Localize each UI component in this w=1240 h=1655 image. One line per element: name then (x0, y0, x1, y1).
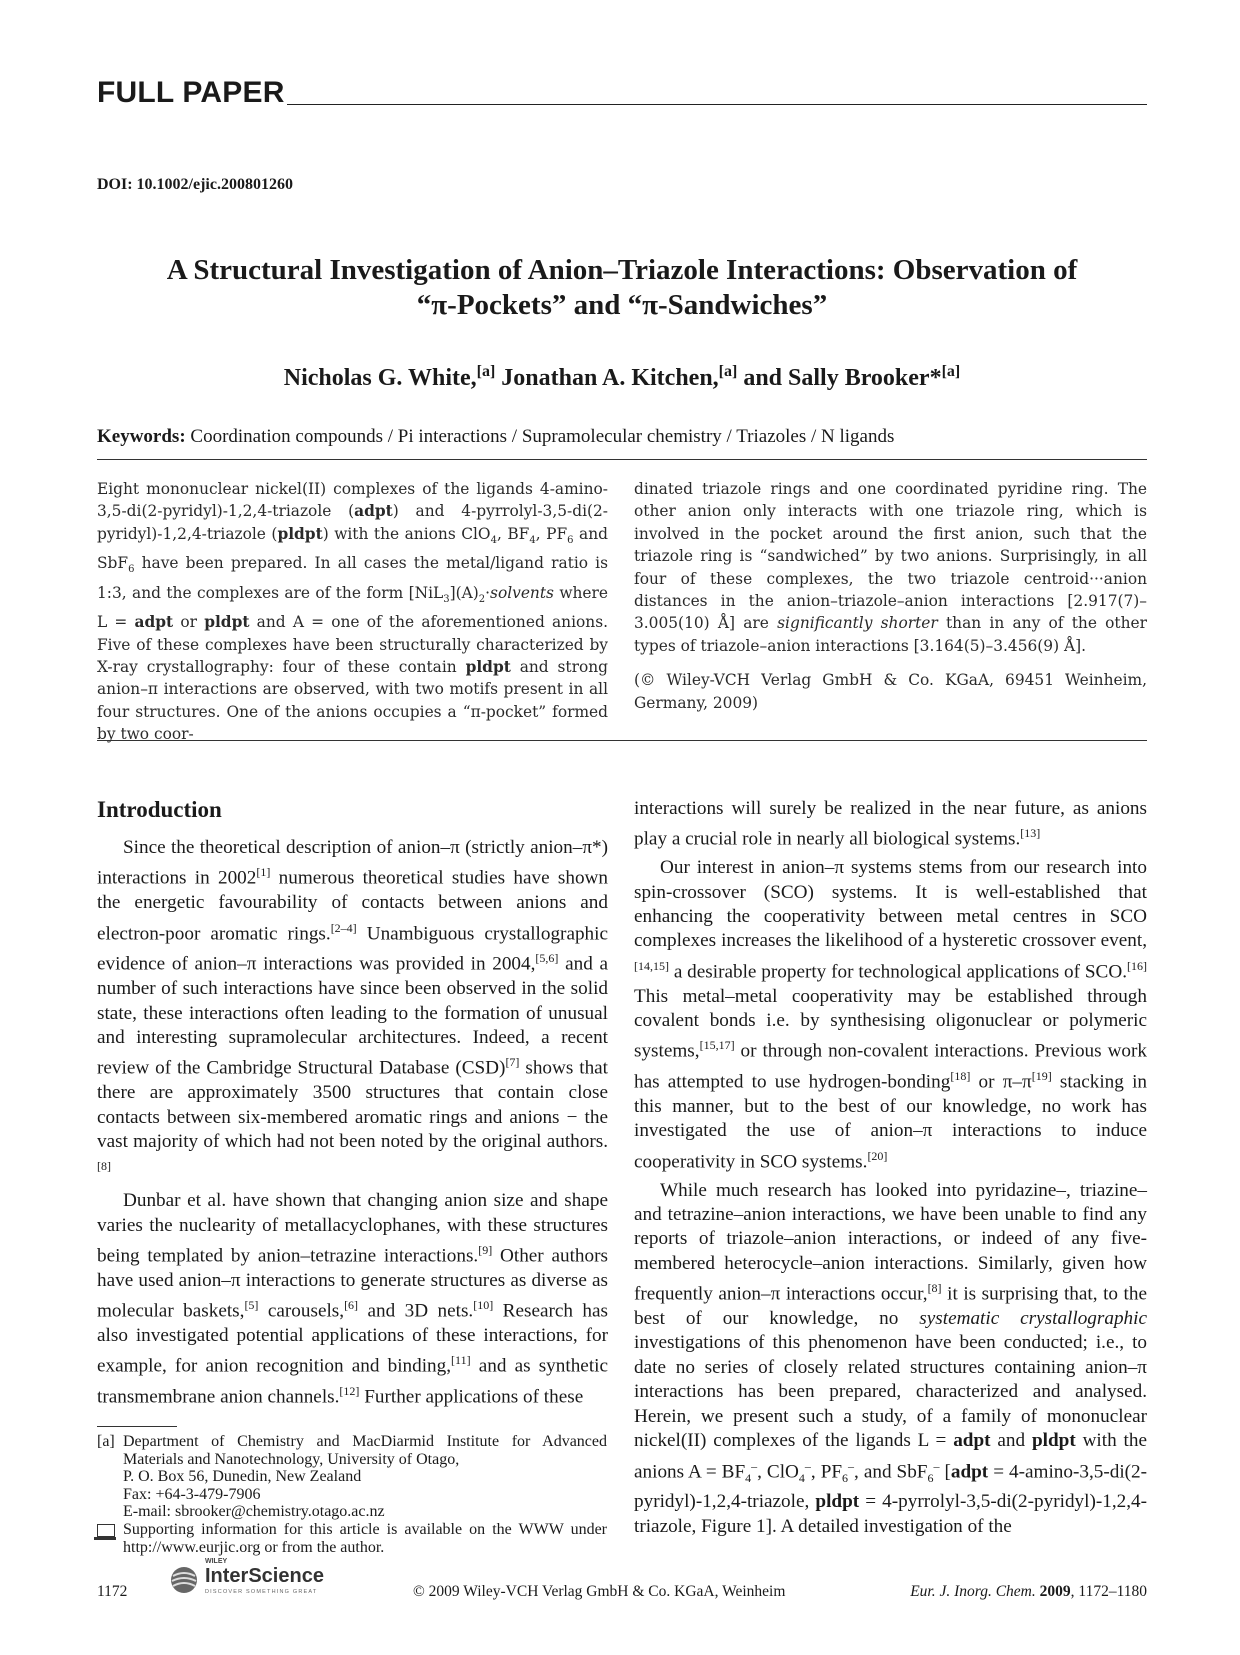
keywords: Keywords: Coordination compounds / Pi interactions / Supramolecular chemistry / Triazoles / N ligands (97, 426, 895, 447)
abstract-left: Eight mononuclear nickel(II) complexes of the ligands 4-amino-3,5-di(2-pyridyl)-1,2,4-triazole (adpt) and 4-pyrrolyl-3,5-di(2-pyridyl)-1,2,4-triazole (pldpt) with the anions ClO$_4$, $BF_4$, $PF_6$ and SbF$_6$ have been prepared. In all cases the metal/ligand ratio is 1:3, and the complexes are of the form $[NiL_3](A)_2\cdot solvents$ where L = adpt or pldpt and A = one of the aforementioned anions. Five of these complexes have been structurally characterized by X-ray crystallography: four of these contain pldpt and strong anion–π interactions are observed, with two motifs present in all four structures. One of the anions occupies a “π-pocket” formed by two coor- (97, 480, 609, 744)
author-list: Nicholas G. White,[a] Jonathan A. Kitchen,[a] and Sally Brooker*[a] (283, 363, 961, 391)
abstract-bottom-rule (97, 740, 1147, 741)
paragraph: Our interest in anion–π systems stems from our research into spin-crossover (SCO) systems. It is well-established that enhancing the cooperativity between metal centres in SCO complexes increases the likelihood of a hysteretic crossover event,[14,15] a desirable property for technological applications of SCO.[16] This metal–metal cooperativity may be established through covalent bonds i.e. by synthesising oligonuclear or polymeric systems,[15,17] or through non-covalent interactions. Previous work has attempted to use hydrogen-bonding[18] or π–π[19] stacking in this manner, but to the best of our knowledge, no work has investigated the use of anion–π interactions to induce cooperativity in SCO systems.[20] (634, 857, 1147, 1173)
wiley-mark: WILEY (205, 1558, 228, 1565)
paragraph: While much research has looked into pyridazine–, triazine– and tetrazine–anion interactions, we have been unable to find any reports of triazole–anion interactions, or indeed of any five-membered heterocycle–anion interactions. Similarly, given how frequently anion–π interactions occur,[8] it is surprising that, to the best of our knowledge, no systematic crystallographic investigations of this phenomenon have been conducted; i.e., to date no series of closely related structures containing anion–π interactions has been prepared, characterized and analysed. Herein, we present such a study, of a family of mononuclear nickel(II) complexes of the ligands L = adpt and pldpt with the anions $A = BF_4^-$, ClO$_4$–, $PF_6^-$, and SbF$_6$– [adpt = 4-amino-3,5-di(2-pyridyl)-1,2,4-triazole, pldpt = 4-pyrrolyl-3,5-di(2-pyridyl)-1,2,4-triazole, Figure 1]. A detailed investigation of the (634, 1179, 1148, 1537)
body-left (97, 836, 608, 1410)
author-brooker: and Sally Brooker* (743, 365, 942, 391)
header-rule (287, 104, 1147, 105)
section-label: FULL PAPER (97, 76, 285, 109)
logo-tagline: DISCOVER SOMETHING GREAT (205, 1589, 318, 1595)
email[interactable]: E-mail: sbrooker@chemistry.otago.ac.nz (123, 1503, 385, 1521)
author-white: Nicholas G. White, (283, 365, 477, 391)
footnote-rule (97, 1426, 177, 1427)
abstract-copyright: (© Wiley-VCH Verlag GmbH & Co. KGaA, 69451 Weinheim, Germany, 2009) (634, 671, 1147, 712)
supporting-info-footnote: Supporting information for this article is available on the WWW under http://www.eurjic.org or from the author. (97, 1521, 607, 1556)
journal-citation: Eur. J. Inorg. Chem. 2009, 1172–1180 (910, 1583, 1147, 1600)
interscience-wordmark: InterScience (205, 1565, 324, 1587)
affiliation-footnote: [a] Department of Chemistry and MacDiarmid Institute for Advanced Materials and Nanotechnology, University of Otago, (97, 1433, 607, 1468)
author-kitchen: Jonathan A. Kitchen, (501, 365, 719, 391)
footer-copyright: © 2009 Wiley-VCH Verlag GmbH & Co. KGaA, Weinheim (413, 1583, 786, 1600)
abstract-top-rule (97, 459, 1147, 460)
article-title: A Structural Investigation of Anion–Triazole Interactions: Observation of “π-Pockets” and “π-Sandwiches” (166, 254, 1078, 321)
doi: DOI: 10.1002/ejic.200801260 (97, 176, 293, 193)
page-number: 1172 (97, 1583, 128, 1600)
globe-icon (169, 1565, 199, 1595)
footnotes: [a] Department of Chemistry and MacDiarmid Institute for Advanced Materials and Nanotechnology, University of Otago, P. O. Box 56, Dunedin, New Zealand Fax: +64-3-479-7906 E-mail: sbrooker@chemistry.otago.ac.nz Supporting information for this article is available on the WWW under http://www.eurjic.org or from the author. (97, 1433, 607, 1556)
interscience-logo (169, 1559, 339, 1599)
computer-icon (97, 1524, 115, 1537)
heading-introduction: Introduction (97, 797, 222, 822)
paragraph: Since the theoretical description of anion–π (strictly anion–π*) interactions in 2002[1] numerous theoretical studies have shown the energetic favourability of contacts between anions and electron-poor aromatic rings.[2–4] Unambiguous crystallographic evidence of anion–π interactions was provided in 2004,[5,6] and a number of such interactions have since been observed in the solid state, these interactions often leading to the formation of unusual and interesting supramolecular architectures. Indeed, a recent review of the Cambridge Structural Database (CSD)[7] shows that there are approximately 3500 structures that contain close contacts between six-membered aromatic rings and anions − the vast majority of which had not been noted by the original authors.[8] (97, 837, 609, 1174)
body-right (634, 797, 1147, 1539)
section-header (97, 78, 1147, 108)
abstract-right: dinated triazole rings and one coordinated pyridine ring. The other anion only interacts with one triazole ring, which is involved in the pocket around the first anion, such that the triazole ring is “sandwiched” by two anions. Surprisingly, in all four of these complexes, the two triazole centroid···anion distances in the anion–triazole–anion interactions [2.917(7)–3.005(10) Å] are significantly shorter than in any of the other types of triazole–anion interactions [3.164(5)–3.456(9) Å]. (© Wiley-VCH Verlag GmbH & Co. KGaA, 69451 Weinheim, Germany, 2009) (634, 478, 1147, 714)
paragraph: interactions will surely be realized in the near future, as anions play a crucial role in nearly all biological systems.[13] (634, 798, 1147, 850)
paragraph: Dunbar et al. have shown that changing anion size and shape varies the nuclearity of metallacyclophanes, with these structures being templated by anion–tetrazine interactions.[9] Other authors have used anion–π interactions to generate structures as diverse as molecular baskets,[5] carousels,[6] and 3D nets.[10] Research has also investigated potential applications of these interactions, for example, for anion recognition and binding,[11] and as synthetic transmembrane anion channels.[12] Further applications of these (97, 1190, 608, 1408)
